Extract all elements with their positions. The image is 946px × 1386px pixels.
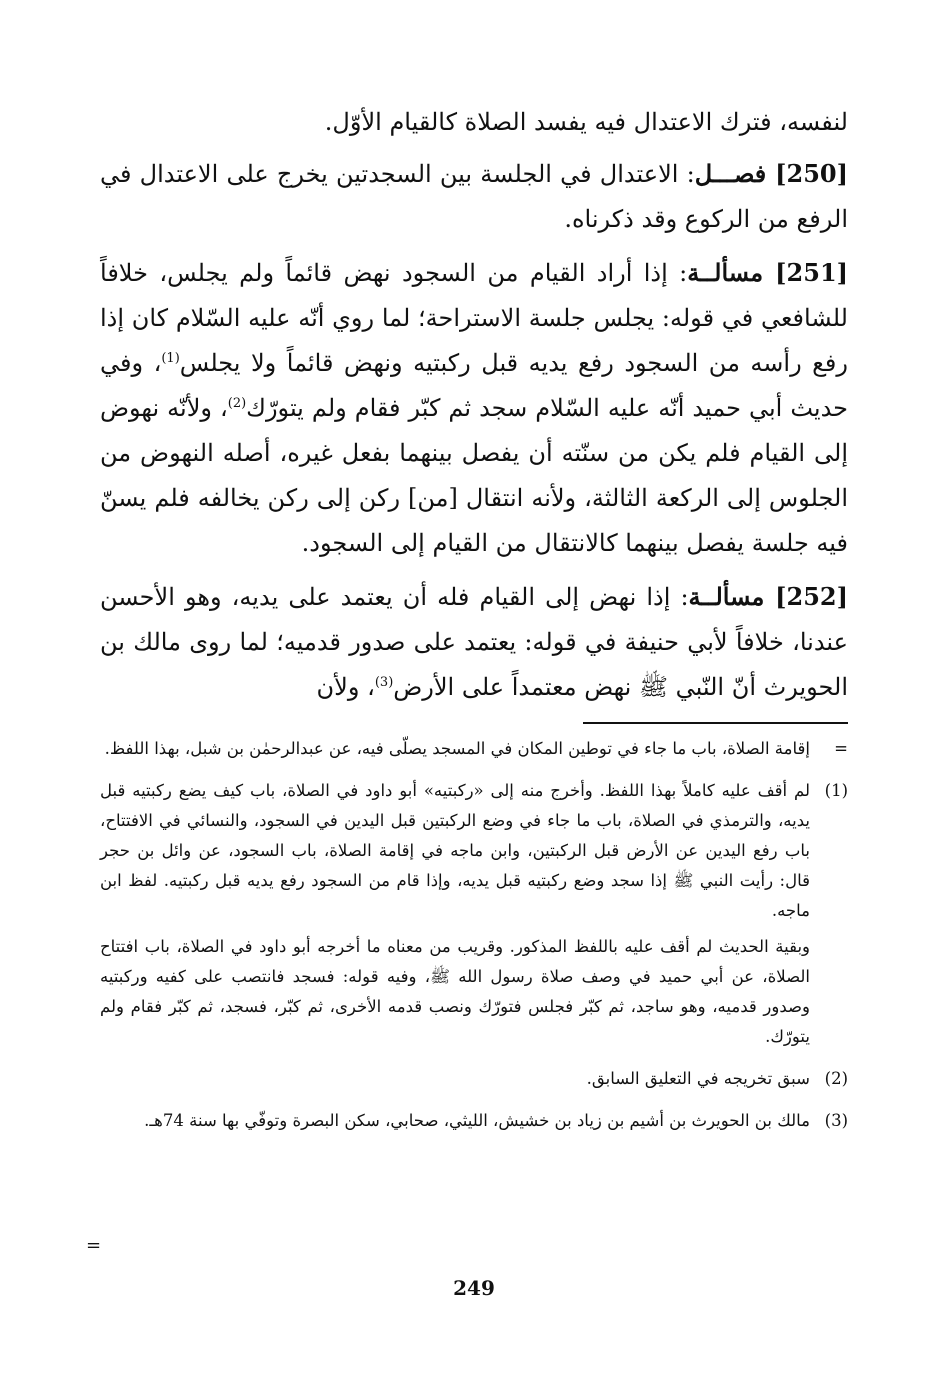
- footnote-continued-text: إقامة الصلاة، باب ما جاء في توطين المكان في المسجد يصلّى فيه، عن عبدالرحمٰن بن شبل، بهذا اللفظ.: [104, 739, 810, 758]
- paragraph-251-text-b: ، وفي حديث أبي حميد أنّه عليه السّلام سجد ثم كبّر فقام ولم يتورّك: [100, 349, 849, 422]
- footnote-number-2: (2): [824, 1069, 848, 1088]
- paragraph-251-text-c: ، ولأنّه نهوض إلى القيام فلم يكن من سنّته أن يفصل بينهما بفعل غيره، أصله النهوض من الجلوس إلى الركعة الثالثة، ولأنه انتقال [من] ركن إلى ركن يخالفه فلم يسنّ فيه جلسة يفصل بينهما كالانتقال من القيام إلى السجود.: [100, 394, 848, 557]
- paragraph-intro: لنفسه، فترك الاعتدال فيه يفسد الصلاة كالقيام الأوّل.: [324, 108, 848, 136]
- footnote-2-text: سبق تخريجه في التعليق السابق.: [586, 1069, 810, 1088]
- footnote-2: [100, 1064, 848, 1100]
- footnote-3-text: مالك بن الحويرث بن أشيم بن زياد بن خشيش، الليثي، صحابي، سكن البصرة وتوفّي بها سنة 74هـ.: [144, 1111, 810, 1130]
- section-label-251: [251] مسألــة: [687, 258, 849, 287]
- paragraph-252-text-b: ، ولأن: [316, 673, 375, 701]
- footnote-1-text-a: لم أقف عليه كاملاً بهذا اللفظ. وأخرج منه إلى «ركبتيه» أبو داود في الصلاة، باب كيف يضع ركبتيه قبل يديه، والترمذي في الصلاة، باب ما جاء في وضع الركبتين قبل اليدين في السجود، والنسائي في الافتتاح، باب رفع اليدين عن الأرض قبل الركبتين، وابن ماجه في إقامة الصلاة، باب السجود، عن وائل بن حجر قال: رأيت النبي ﷺ إذا سجد وضع ركبتيه قبل يديه، وإذا قام من السجود رفع يديه قبل ركبتيه. لفظ ابن ماجه.: [100, 781, 811, 920]
- book-page: [86, 100, 849, 1350]
- paragraph-250: [100, 151, 848, 242]
- footnote-continued: [100, 734, 848, 770]
- footnote-continues-marker: =: [86, 1235, 102, 1256]
- paragraph-251: [100, 250, 848, 566]
- main-text: [100, 100, 848, 710]
- section-label-250: [250] فصـــل: [694, 159, 848, 188]
- footnotes: [100, 734, 848, 1148]
- paragraph-252-text-a: : إذا نهض إلى القيام فله أن يعتمد على يديه، وهو الأحسن عندنا، خلافاً لأبي حنيفة في قوله: يعتمد على صدور قدميه؛ لما روى مالك بن الحويرث أنّ النّبي ﷺ نهض معتمداً على الأرض: [100, 583, 848, 701]
- paragraph-250-text: : الاعتدال في الجلسة بين السجدتين يخرج على الاعتدال في الرفع من الركوع وقد ذكرناه.: [100, 160, 848, 233]
- footnote-3: [100, 1106, 848, 1142]
- footnote-ref-3[interactable]: (3): [374, 675, 394, 690]
- paragraph-252: [100, 574, 848, 710]
- footnote-number-3: (3): [824, 1111, 848, 1130]
- footnote-ref-1[interactable]: (1): [161, 351, 180, 366]
- footnote-1: [100, 776, 848, 1058]
- page-number: 249: [453, 1276, 495, 1300]
- section-label-252: [252] مسألــة: [688, 582, 848, 611]
- footnote-1-text-b: وبقية الحديث لم أقف عليه باللفظ المذكور. وقريب من معناه ما أخرجه أبو داود في الصلاة، باب افتتاح الصلاة، عن أبي حميد في وصف صلاة رسول الله ﷺ، وفيه قوله: فسجد فانتصب على كفيه وركبتيه وصدور قدميه، وهو ساجد، ثم كبّر فجلس فتورّك ونصب قدمه الأخرى، ثم كبّر، فسجد، ثم كبّر فقام ولم يتورّك.: [100, 937, 810, 1046]
- footnote-continuation-marker: =: [834, 739, 848, 758]
- paragraph-251-text-a: : إذا أراد القيام من السجود نهض قائماً ولم يجلس، خلافاً للشافعي في قوله: يجلس جلسة الاستراحة؛ لما روي أنّه عليه السّلام كان إذا رفع رأسه من السجود رفع يديه قبل ركبتيه ونهض قائماً ولا يجلس: [100, 259, 848, 377]
- footnote-separator: [583, 722, 848, 724]
- footnote-number-1: (1): [824, 781, 848, 800]
- footnote-ref-2[interactable]: (2): [227, 396, 247, 411]
